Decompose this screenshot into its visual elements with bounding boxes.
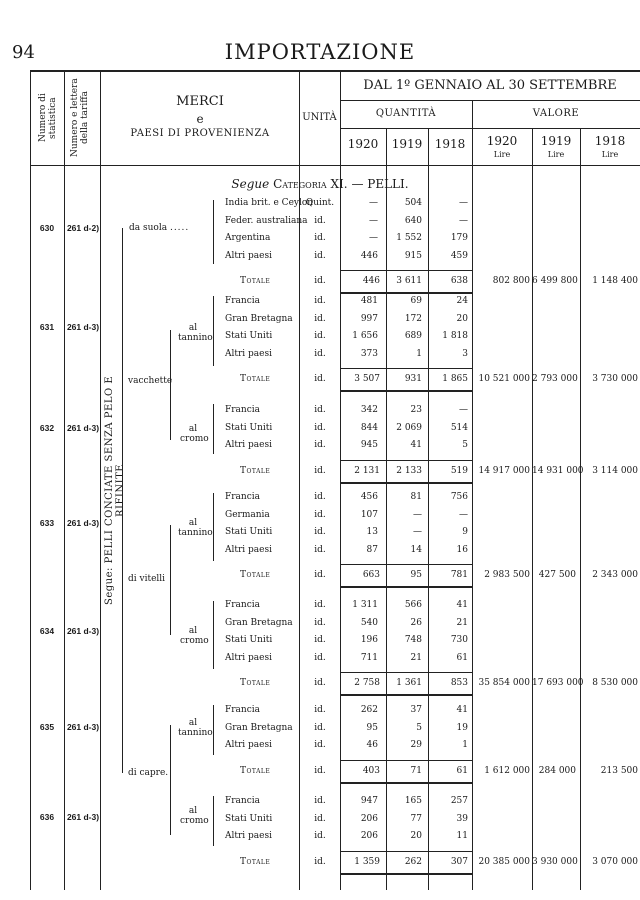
qty-1919: —: [413, 527, 422, 537]
total-qty-1919: 95: [410, 570, 422, 580]
qty-1919: 640: [404, 215, 422, 226]
qty-1920: 1 656: [352, 331, 378, 341]
qty-1918: 3: [462, 348, 468, 359]
unit: id.: [314, 296, 326, 306]
qty-1920: 481: [360, 296, 378, 306]
qty-1918: 9: [462, 527, 468, 537]
total-label: Totale: [240, 765, 271, 776]
header-letter: Numero e lettera della tariffa: [70, 78, 90, 158]
country-name: Gran Bretagna: [225, 617, 293, 628]
group-tannino-3: al tannino: [178, 718, 213, 738]
total-label: Totale: [240, 276, 271, 286]
total-rule: [340, 586, 472, 588]
total-qty-1918: 853: [450, 678, 468, 688]
total-label: Totale: [240, 374, 271, 384]
qty-1920: 947: [360, 796, 378, 806]
qty-1920: 46: [366, 740, 378, 750]
year-q-1919: 1919: [391, 137, 423, 151]
total-val-1919: 2 793 000: [532, 374, 578, 384]
qty-1919: 29: [410, 740, 422, 750]
unit: id.: [314, 722, 326, 733]
total-qty-1919: 262: [404, 856, 422, 867]
unit: id.: [314, 705, 326, 715]
country-name: Gran Bretagna: [225, 313, 293, 324]
subtotal-rule: [340, 760, 472, 761]
total-val-1920: 20 385 000: [478, 856, 530, 867]
total-qty-1919: 3 611: [396, 276, 422, 286]
total-val-1920: 1 612 000: [484, 765, 530, 776]
total-rule: [340, 694, 472, 696]
total-val-1918: 3 114 000: [592, 465, 638, 476]
section-category: Categoria XI.: [273, 177, 348, 191]
stat-number: 630: [39, 223, 55, 233]
qty-1919: 26: [410, 617, 422, 628]
brace-cromo-2: [213, 601, 214, 669]
total-label: Totale: [240, 856, 271, 867]
brace-da-suola: [213, 200, 214, 264]
total-rule: [340, 292, 472, 294]
qty-1919: 69: [410, 296, 422, 306]
qty-1918: 459: [450, 250, 468, 261]
header-top-rule: [30, 70, 640, 72]
unit: id.: [314, 617, 326, 628]
unit: id.: [314, 348, 326, 359]
qty-1918: —: [459, 215, 468, 226]
total-unit: id.: [314, 856, 326, 867]
qty-1918: 5: [462, 440, 468, 450]
total-qty-1918: 638: [450, 276, 468, 286]
qty-1920: 206: [360, 813, 378, 824]
subtotal-rule: [340, 270, 472, 271]
page-title: IMPORTAZIONE: [224, 40, 416, 64]
col-rule-1: [64, 70, 65, 890]
total-val-1918: 213 500: [600, 765, 638, 776]
qty-1918: 41: [456, 600, 468, 610]
total-qty-1919: 2 133: [396, 465, 422, 476]
qty-1919: 165: [404, 796, 422, 806]
unit: id.: [314, 422, 326, 433]
total-qty-1918: 61: [456, 765, 468, 776]
total-val-1919: 284 000: [538, 765, 576, 776]
group-vitelli: di vitelli: [128, 574, 166, 584]
qty-1919: 77: [410, 813, 422, 824]
country-name: Stati Uniti: [225, 813, 273, 824]
country-name: Altri paesi: [225, 831, 272, 841]
country-name: Altri paesi: [225, 740, 272, 750]
qty-1918: 41: [456, 705, 468, 715]
country-name: Altri paesi: [225, 652, 272, 663]
unit: id.: [314, 831, 326, 841]
header-valore: VALORE: [532, 108, 580, 119]
total-qty-1918: 781: [450, 570, 468, 580]
total-unit: id.: [314, 374, 326, 384]
stat-number: 634: [39, 626, 55, 636]
qty-1919: 172: [404, 313, 422, 324]
unit: id.: [314, 813, 326, 824]
unit: id.: [314, 600, 326, 610]
tariff-code: 261 d-3): [66, 722, 100, 732]
country-name: Stati Uniti: [225, 635, 273, 645]
subtotal-rule: [340, 851, 472, 852]
qty-1918: 11: [456, 831, 468, 841]
qty-1919: —: [413, 509, 422, 520]
qty-1919: 20: [410, 831, 422, 841]
qty-1919: 81: [410, 492, 422, 502]
header-bottom-rule: [30, 165, 640, 166]
subtotal-rule: [340, 672, 472, 673]
unit: id.: [314, 492, 326, 502]
section-prefix: Segue: [231, 177, 270, 191]
tariff-code: 261 d-3): [66, 423, 100, 433]
total-label: Totale: [240, 678, 271, 688]
qty-1920: 711: [360, 652, 378, 663]
qty-1920: 95: [366, 722, 378, 733]
qty-1920: 206: [360, 831, 378, 841]
total-val-1920: 2 983 500: [484, 570, 530, 580]
total-unit: id.: [314, 570, 326, 580]
header-merci: MERCI: [176, 94, 224, 109]
qty-1920: 540: [360, 617, 378, 628]
tariff-code: 261 d-3): [66, 812, 100, 822]
country-name: Altri paesi: [225, 250, 272, 261]
total-val-1920: 14 917 000: [478, 465, 530, 476]
year-q-1920: 1920: [347, 137, 379, 151]
qty-1920: 107: [360, 509, 378, 520]
total-rule: [340, 482, 472, 484]
qty-1920: 13: [366, 527, 378, 537]
brace-vitelli: [170, 525, 171, 635]
header-e: e: [196, 112, 204, 126]
total-qty-1918: 519: [450, 465, 468, 476]
total-qty-1918: 307: [450, 856, 468, 867]
qty-1919: 689: [404, 331, 422, 341]
country-name: Francia: [225, 796, 260, 806]
country-name: India brit. e Ceylon: [225, 198, 314, 208]
year-v-1920: 1920: [486, 134, 518, 148]
unit: id.: [314, 509, 326, 520]
header-num: Numero di statistica: [38, 93, 58, 143]
header-unita: UNITÀ: [302, 112, 337, 123]
total-rule: [340, 390, 472, 392]
total-qty-1920: 446: [362, 276, 380, 286]
qty-1919: 566: [404, 600, 422, 610]
total-qty-1920: 3 507: [354, 374, 380, 384]
group-vacchette: vacchette: [128, 376, 173, 386]
total-val-1918: 3 730 000: [592, 374, 638, 384]
qty-1919: 14: [410, 544, 422, 555]
qty-1920: 262: [360, 705, 378, 715]
country-name: Altri paesi: [225, 440, 272, 450]
brace-tannino-3: [213, 705, 214, 755]
qty-1918: —: [459, 405, 468, 415]
country-name: Francia: [225, 492, 260, 502]
qty-1919: 748: [404, 635, 422, 645]
year-v-1918: 1918: [594, 134, 626, 148]
brace-cromo-1: [213, 404, 214, 454]
qty-1920: 997: [360, 313, 378, 324]
qty-1918: 1: [462, 740, 468, 750]
stat-number: 633: [39, 518, 55, 528]
qty-1920: —: [369, 198, 378, 208]
qty-1920: 945: [360, 440, 378, 450]
stat-number: 635: [39, 722, 55, 732]
total-qty-1919: 931: [404, 374, 422, 384]
unit: id.: [314, 313, 326, 324]
subtotal-rule: [340, 460, 472, 461]
year-v-1919: 1919: [540, 134, 572, 148]
qty-1920: 196: [360, 635, 378, 645]
tariff-code: 261 d-3): [66, 518, 100, 528]
country-name: Feder. australiana: [225, 215, 308, 226]
total-qty-1920: 2 758: [354, 678, 380, 688]
unit: Quint.: [305, 198, 335, 208]
brace-vacchette: [170, 330, 171, 440]
qty-1919: 37: [410, 705, 422, 715]
country-name: Altri paesi: [225, 348, 272, 359]
year-q-1918: 1918: [434, 137, 466, 151]
country-name: Francia: [225, 405, 260, 415]
brace-tannino-1: [213, 296, 214, 366]
total-label: Totale: [240, 465, 271, 476]
country-name: Germania: [225, 509, 270, 520]
qty-1920: 844: [360, 422, 378, 433]
unit: id.: [314, 215, 326, 226]
total-val-1918: 3 070 000: [592, 856, 638, 867]
group-capre: di capre.: [128, 768, 169, 778]
section-heading: [0, 177, 640, 191]
tariff-code: 261 d-2): [66, 223, 100, 233]
header-paesi: PAESI DI PROVENIENZA: [130, 128, 270, 139]
qty-1920: 87: [366, 544, 378, 555]
qty-1919: 41: [410, 440, 422, 450]
header-years-rule: [340, 128, 640, 129]
qty-1920: —: [369, 233, 378, 243]
country-name: Stati Uniti: [225, 331, 273, 341]
brace-cromo-3: [213, 796, 214, 846]
unit: id.: [314, 544, 326, 555]
qty-1918: —: [459, 198, 468, 208]
qty-1918: 1 818: [442, 331, 468, 341]
country-name: Francia: [225, 296, 260, 306]
total-qty-1920: 663: [362, 570, 380, 580]
tariff-code: 261 d-3): [66, 322, 100, 332]
total-unit: id.: [314, 765, 326, 776]
col-rule-0: [30, 70, 31, 890]
qty-1918: 24: [456, 296, 468, 306]
unit: id.: [314, 440, 326, 450]
unit: id.: [314, 250, 326, 261]
tariff-code: 261 d-3): [66, 626, 100, 636]
section-name: — PELLI.: [351, 177, 409, 191]
qty-1919: 5: [416, 722, 422, 733]
country-name: Argentina: [225, 233, 271, 243]
unit: id.: [314, 635, 326, 645]
qty-1920: 1 311: [352, 600, 378, 610]
total-val-1918: 2 343 000: [592, 570, 638, 580]
total-rule: [340, 782, 472, 784]
qty-1920: 456: [360, 492, 378, 502]
group-cromo-1: al cromo: [180, 424, 209, 444]
lire-3: Lire: [601, 150, 619, 159]
lire-2: Lire: [547, 150, 565, 159]
total-label: Totale: [240, 570, 271, 580]
total-val-1920: 802 800: [492, 276, 530, 286]
total-val-1920: 10 521 000: [478, 374, 530, 384]
total-unit: id.: [314, 678, 326, 688]
total-qty-1919: 1 361: [396, 678, 422, 688]
stat-number: 631: [39, 322, 55, 332]
qty-1918: 257: [450, 796, 468, 806]
total-val-1919: 6 499 800: [532, 276, 578, 286]
total-val-1919: 14 931 000: [532, 465, 584, 476]
country-name: Francia: [225, 600, 260, 610]
qty-1919: 1 552: [396, 233, 422, 243]
country-name: Stati Uniti: [225, 527, 273, 537]
total-val-1919: 3 930 000: [532, 856, 578, 867]
col-rule-2: [100, 70, 101, 890]
qty-1919: 915: [404, 250, 422, 261]
qty-1920: 373: [360, 348, 378, 359]
unit: id.: [314, 405, 326, 415]
total-qty-1918: 1 865: [442, 374, 468, 384]
qty-1918: 179: [450, 233, 468, 243]
total-unit: id.: [314, 276, 326, 286]
group-cromo-3: al cromo: [180, 806, 209, 826]
qty-1918: 756: [450, 492, 468, 502]
country-name: Stati Uniti: [225, 422, 273, 433]
qty-1919: 504: [404, 198, 422, 208]
group-tannino-2: al tannino: [178, 518, 213, 538]
qty-1918: 16: [456, 544, 468, 555]
unit: id.: [314, 233, 326, 243]
total-rule: [340, 873, 472, 875]
unit: id.: [314, 527, 326, 537]
subtotal-rule: [340, 564, 472, 565]
qty-1919: 2 069: [396, 422, 422, 433]
total-qty-1919: 71: [410, 765, 422, 776]
total-unit: id.: [314, 465, 326, 476]
group-tannino-1: al tannino: [178, 323, 213, 343]
side-label: Segue: PELLI CONCIATE SENZA PELO E RIFINITE: [104, 375, 126, 605]
header-mid-rule: [340, 100, 640, 101]
header-quantita: QUANTITÀ: [375, 108, 437, 119]
qty-1918: 19: [456, 722, 468, 733]
brace-tannino-2: [213, 493, 214, 561]
country-name: Francia: [225, 705, 260, 715]
unit: id.: [314, 740, 326, 750]
country-name: Altri paesi: [225, 544, 272, 555]
page-number: 94: [12, 42, 35, 63]
unit: id.: [314, 796, 326, 806]
qty-1918: 514: [450, 422, 468, 433]
qty-1918: 39: [456, 813, 468, 824]
brace-capre: [170, 725, 171, 835]
qty-1920: 446: [360, 250, 378, 261]
stat-number: 632: [39, 423, 55, 433]
qty-1918: 730: [450, 635, 468, 645]
col-rule-8: [532, 128, 533, 890]
qty-1919: 1: [416, 348, 422, 359]
qty-1918: 20: [456, 313, 468, 324]
header-period: DAL 1º GENNAIO AL 30 SETTEMBRE: [363, 78, 617, 93]
unit: id.: [314, 652, 326, 663]
lire-1: Lire: [493, 150, 511, 159]
qty-1919: 23: [410, 405, 422, 415]
col-rule-9: [580, 128, 581, 890]
total-qty-1920: 403: [362, 765, 380, 776]
group-da-suola: da suola .....: [129, 223, 190, 233]
total-val-1919: 17 693 000: [532, 678, 584, 688]
total-qty-1920: 1 359: [354, 856, 380, 867]
unit: id.: [314, 331, 326, 341]
qty-1919: 21: [410, 652, 422, 663]
qty-1920: —: [369, 215, 378, 226]
total-val-1918: 1 148 400: [592, 276, 638, 286]
total-val-1920: 35 854 000: [478, 678, 530, 688]
subtotal-rule: [340, 368, 472, 369]
total-val-1919: 427 500: [538, 570, 576, 580]
qty-1918: —: [459, 509, 468, 520]
side-brace: [122, 228, 123, 773]
qty-1918: 61: [456, 652, 468, 663]
qty-1918: 21: [456, 617, 468, 628]
country-name: Gran Bretagna: [225, 722, 293, 733]
total-val-1918: 8 530 000: [592, 678, 638, 688]
total-qty-1920: 2 131: [354, 465, 380, 476]
group-cromo-2: al cromo: [180, 626, 209, 646]
stat-number: 636: [39, 812, 55, 822]
qty-1920: 342: [360, 405, 378, 415]
